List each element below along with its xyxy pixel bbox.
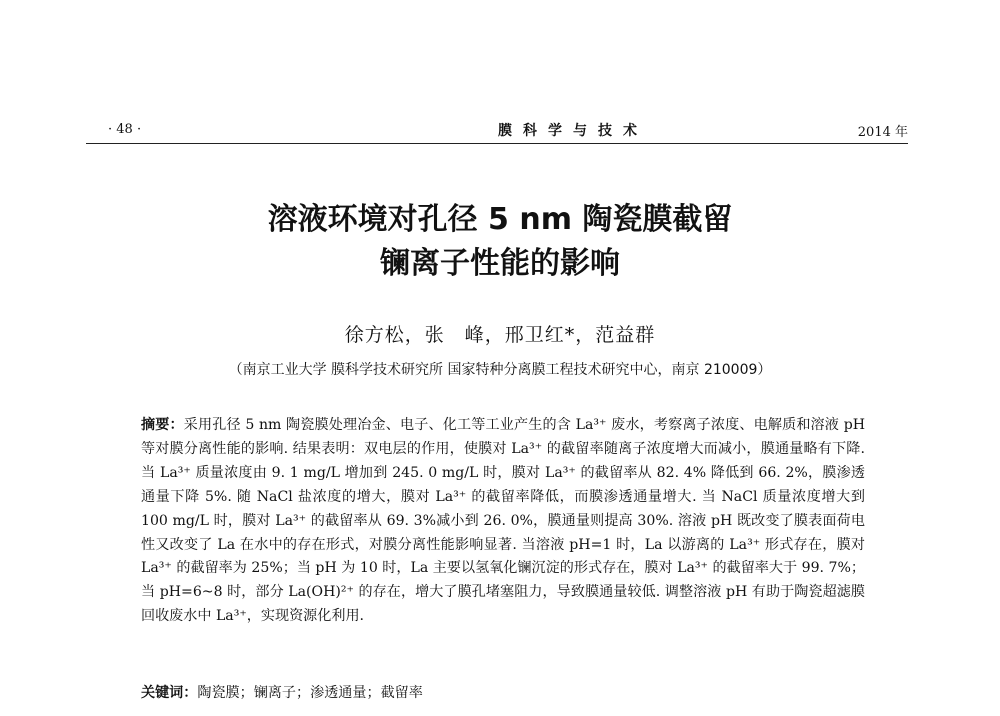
keywords-label: 关键词： (141, 685, 198, 701)
running-header (86, 110, 908, 142)
title-line-1: 溶液环境对孔径 5 nm 陶瓷膜截留 (267, 202, 733, 237)
header-rule (86, 143, 908, 144)
journal-name: 膜科学与技术 (498, 123, 648, 139)
abstract (141, 414, 865, 629)
article-title (130, 198, 870, 286)
publication-year: 2014 年 (857, 125, 908, 140)
abstract-text: 采用孔径 5 nm 陶瓷膜处理冶金、电子、化工等工业产生的含 La³⁺ 废水，考察离子浓度、电解质和溶液 pH 等对膜分离性能的影响. 结果表明：双电层的作用，使膜对 La³⁺ 的截留率随离子浓度增大而减小，膜通量略有下降. 当 La³⁺ 质量浓度由 9. 1 mg/L 增加到 245. 0 mg/L 时，膜对 La³⁺ 的截留率从 82. 4% 降低到 66. 2%，膜渗透通量下降 5%. 随 NaCl 盐浓度的增大，膜对 La³⁺ 的截留率降低，而膜渗透通量增大. 当 NaCl 质量浓度增大到 100 mg/L 时，膜对 La³⁺ 的截留率从 69. 3%减小到 26. 0%，膜通量则提高 30%. 溶液 pH 既改变了膜表面荷电性又改变了 La 在水中的存在形式，对膜分离性能影响显著. 当溶液 pH=1 时，La 以游离的 La³⁺ 形式存在，膜对 La³⁺ 的截留率为 25%；当 pH 为 10 时，La 主要以氢氧化镧沉淀的形式存在，膜对 La³⁺ 的截留率大于 99. 7%；当 pH=6~8 时，部分 La(OH)²⁺ 的存在，增大了膜孔堵塞阻力，导致膜通量较低. 调整溶液 pH 有助于陶瓷超滤膜回收废水中 La³⁺，实现资源化利用. (141, 417, 866, 625)
page-number: · 48 · (108, 122, 142, 137)
keywords (141, 682, 865, 702)
affiliation: （南京工业大学 膜科学技术研究所 国家特种分离膜工程技术研究中心，南京 210009） (228, 362, 772, 378)
title-line-2: 镧离子性能的影响 (380, 246, 620, 281)
author-list: 徐方松，张 峰，邢卫红*，范益群 (344, 324, 656, 346)
abstract-label: 摘要： (141, 417, 184, 433)
keywords-text: 陶瓷膜；镧离子；渗透通量；截留率 (197, 685, 423, 701)
